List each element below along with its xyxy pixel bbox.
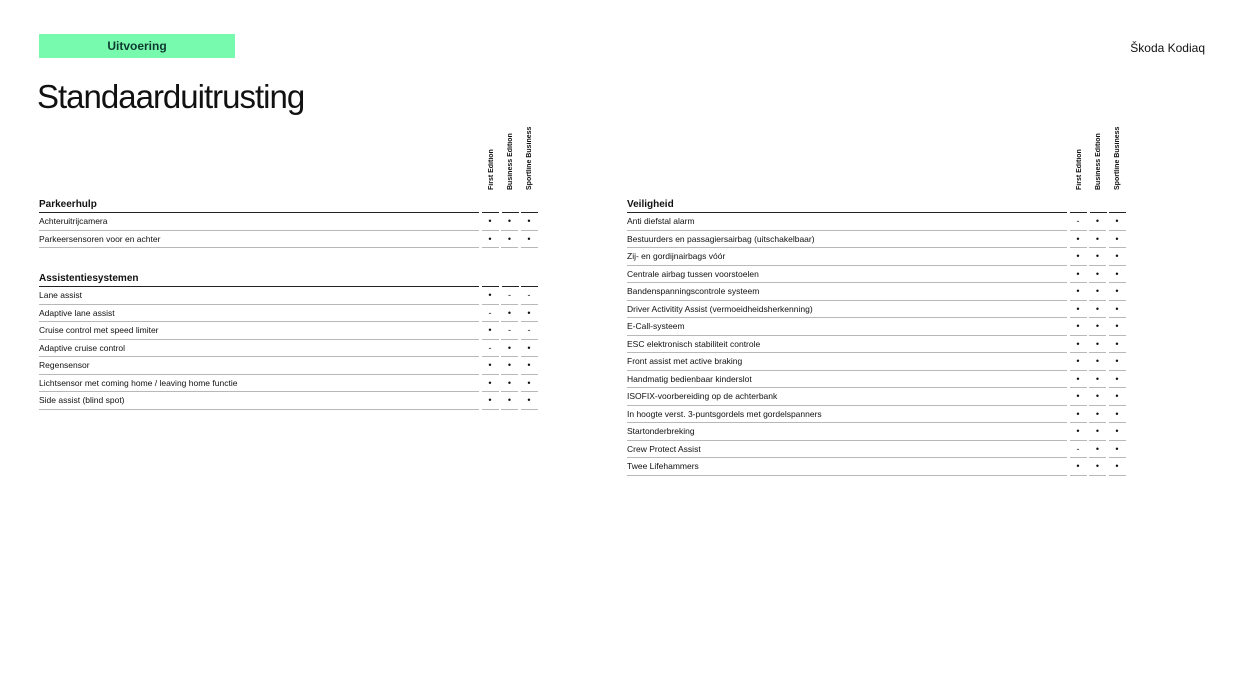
availability-mark: •: [1070, 336, 1087, 354]
availability-mark: •: [482, 213, 499, 231]
column-header-business-edition: Business Edition: [507, 133, 514, 190]
column-headers: [627, 120, 1129, 192]
column-rule: [482, 211, 499, 213]
feature-label: E-Call-systeem: [627, 318, 1067, 336]
feature-label: Adaptive lane assist: [39, 305, 479, 323]
brand-name: Škoda Kodiaq: [1130, 41, 1205, 55]
section-title: [39, 266, 541, 287]
table-row: [627, 353, 1129, 371]
availability-mark: •: [1089, 213, 1106, 231]
availability-mark: •: [1109, 231, 1126, 249]
availability-mark: -: [501, 287, 518, 305]
equipment-table-right: [627, 120, 1129, 476]
column-rule: [521, 285, 538, 287]
availability-mark: •: [1070, 248, 1087, 266]
section-title-label: Veiligheid: [627, 194, 1067, 213]
availability-mark: •: [1089, 248, 1106, 266]
availability-mark: -: [1070, 441, 1087, 459]
availability-mark: •: [501, 340, 518, 358]
table-row: [627, 388, 1129, 406]
availability-mark: •: [521, 213, 538, 231]
feature-label: Lichtsensor met coming home / leaving home functie: [39, 375, 479, 393]
availability-mark: -: [501, 322, 518, 340]
availability-mark: •: [1089, 406, 1106, 424]
availability-mark: •: [1109, 266, 1126, 284]
availability-mark: •: [1109, 353, 1126, 371]
table-row: [39, 287, 541, 305]
table-row: [627, 248, 1129, 266]
availability-mark: •: [1070, 406, 1087, 424]
table-row: [627, 318, 1129, 336]
column-rule: [502, 285, 519, 287]
table-row: [627, 458, 1129, 476]
availability-mark: •: [1109, 336, 1126, 354]
availability-mark: •: [521, 305, 538, 323]
availability-mark: -: [482, 305, 499, 323]
availability-mark: •: [501, 357, 518, 375]
availability-mark: •: [1070, 283, 1087, 301]
column-rule: [521, 211, 538, 213]
availability-mark: •: [1089, 458, 1106, 476]
availability-mark: •: [1109, 213, 1126, 231]
column-rule: [502, 211, 519, 213]
availability-mark: •: [1070, 318, 1087, 336]
table-row: [627, 301, 1129, 319]
availability-mark: •: [1109, 458, 1126, 476]
table-row: [627, 423, 1129, 441]
feature-label: Cruise control met speed limiter: [39, 322, 479, 340]
table-row: [39, 305, 541, 323]
availability-mark: •: [1109, 301, 1126, 319]
table-row: [39, 340, 541, 358]
availability-mark: •: [1089, 231, 1106, 249]
availability-mark: -: [521, 287, 538, 305]
availability-mark: •: [1109, 318, 1126, 336]
feature-label: Crew Protect Assist: [627, 441, 1067, 459]
table-row: [627, 213, 1129, 231]
section-column-rules: [482, 285, 541, 287]
feature-label: Adaptive cruise control: [39, 340, 479, 358]
table-row: [627, 406, 1129, 424]
section-title: [39, 192, 541, 213]
availability-mark: •: [482, 392, 499, 410]
availability-mark: •: [1089, 353, 1106, 371]
availability-mark: •: [1089, 441, 1106, 459]
availability-mark: •: [1109, 388, 1126, 406]
table-row: [39, 357, 541, 375]
availability-mark: •: [482, 357, 499, 375]
feature-label: Anti diefstal alarm: [627, 213, 1067, 231]
table-row: [39, 322, 541, 340]
availability-mark: •: [521, 231, 538, 249]
page-title: Standaarduitrusting: [37, 78, 305, 115]
availability-mark: -: [521, 322, 538, 340]
column-header-first-edition: First Edition: [1076, 149, 1083, 190]
availability-mark: •: [1070, 231, 1087, 249]
availability-mark: •: [1089, 336, 1106, 354]
table-row: [627, 336, 1129, 354]
column-header-first-edition: First Edition: [488, 149, 495, 190]
availability-mark: •: [521, 357, 538, 375]
availability-mark: •: [1109, 371, 1126, 389]
availability-mark: •: [1109, 423, 1126, 441]
section-tag: Uitvoering: [39, 34, 235, 58]
availability-mark: •: [1070, 353, 1087, 371]
column-header-sportline-business: Sportline Business: [526, 126, 533, 190]
feature-label: Front assist met active braking: [627, 353, 1067, 371]
table-row: [627, 441, 1129, 459]
column-rule: [1090, 211, 1107, 213]
section-title-label: Parkeerhulp: [39, 194, 479, 213]
availability-mark: •: [482, 231, 499, 249]
section-spacer: [39, 248, 541, 266]
availability-mark: •: [1089, 266, 1106, 284]
availability-mark: -: [482, 340, 499, 358]
feature-label: Parkeersensoren voor en achter: [39, 231, 479, 249]
availability-mark: •: [501, 392, 518, 410]
table-row: [39, 392, 541, 410]
availability-mark: •: [1109, 283, 1126, 301]
feature-label: Regensensor: [39, 357, 479, 375]
table-row: [39, 231, 541, 249]
column-header-sportline-business: Sportline Business: [1114, 126, 1121, 190]
section-column-rules: [1070, 211, 1129, 213]
availability-mark: •: [1070, 458, 1087, 476]
table-row: [627, 266, 1129, 284]
table-row: [627, 371, 1129, 389]
availability-mark: •: [1070, 423, 1087, 441]
feature-label: Twee Lifehammers: [627, 458, 1067, 476]
feature-label: Centrale airbag tussen voorstoelen: [627, 266, 1067, 284]
availability-mark: -: [1070, 213, 1087, 231]
availability-mark: •: [1070, 266, 1087, 284]
availability-mark: •: [521, 392, 538, 410]
availability-mark: •: [521, 340, 538, 358]
availability-mark: •: [482, 375, 499, 393]
table-row: [627, 231, 1129, 249]
availability-mark: •: [501, 213, 518, 231]
availability-mark: •: [1089, 388, 1106, 406]
availability-mark: •: [1070, 301, 1087, 319]
availability-mark: •: [1070, 371, 1087, 389]
feature-label: ESC elektronisch stabiliteit controle: [627, 336, 1067, 354]
availability-mark: •: [1089, 371, 1106, 389]
availability-mark: •: [1089, 301, 1106, 319]
availability-mark: •: [1089, 423, 1106, 441]
feature-label: Startonderbreking: [627, 423, 1067, 441]
availability-mark: •: [482, 322, 499, 340]
feature-label: Handmatig bedienbaar kinderslot: [627, 371, 1067, 389]
availability-mark: •: [1070, 388, 1087, 406]
feature-label: Side assist (blind spot): [39, 392, 479, 410]
availability-mark: •: [1109, 248, 1126, 266]
availability-mark: •: [501, 231, 518, 249]
table-row: [39, 375, 541, 393]
column-rule: [482, 285, 499, 287]
availability-mark: •: [501, 305, 518, 323]
column-headers: [39, 120, 541, 192]
availability-mark: •: [1089, 283, 1106, 301]
feature-label: Achteruitrijcamera: [39, 213, 479, 231]
feature-label: Zij- en gordijnairbags vóór: [627, 248, 1067, 266]
column-rule: [1070, 211, 1087, 213]
feature-label: Driver Activitity Assist (vermoeidheidsherkenning): [627, 301, 1067, 319]
equipment-table-left: [39, 120, 541, 410]
availability-mark: •: [521, 375, 538, 393]
column-rule: [1109, 211, 1126, 213]
feature-label: Bestuurders en passagiersairbag (uitschakelbaar): [627, 231, 1067, 249]
feature-label: In hoogte verst. 3-puntsgordels met gordelspanners: [627, 406, 1067, 424]
availability-mark: •: [482, 287, 499, 305]
table-row: [627, 283, 1129, 301]
availability-mark: •: [1109, 441, 1126, 459]
feature-label: Lane assist: [39, 287, 479, 305]
availability-mark: •: [501, 375, 518, 393]
availability-mark: •: [1089, 318, 1106, 336]
feature-label: Bandenspanningscontrole systeem: [627, 283, 1067, 301]
section-title: [627, 192, 1129, 213]
availability-mark: •: [1109, 406, 1126, 424]
column-header-business-edition: Business Edition: [1095, 133, 1102, 190]
section-column-rules: [482, 211, 541, 213]
table-row: [39, 213, 541, 231]
feature-label: ISOFIX-voorbereiding op de achterbank: [627, 388, 1067, 406]
section-title-label: Assistentiesystemen: [39, 268, 479, 287]
